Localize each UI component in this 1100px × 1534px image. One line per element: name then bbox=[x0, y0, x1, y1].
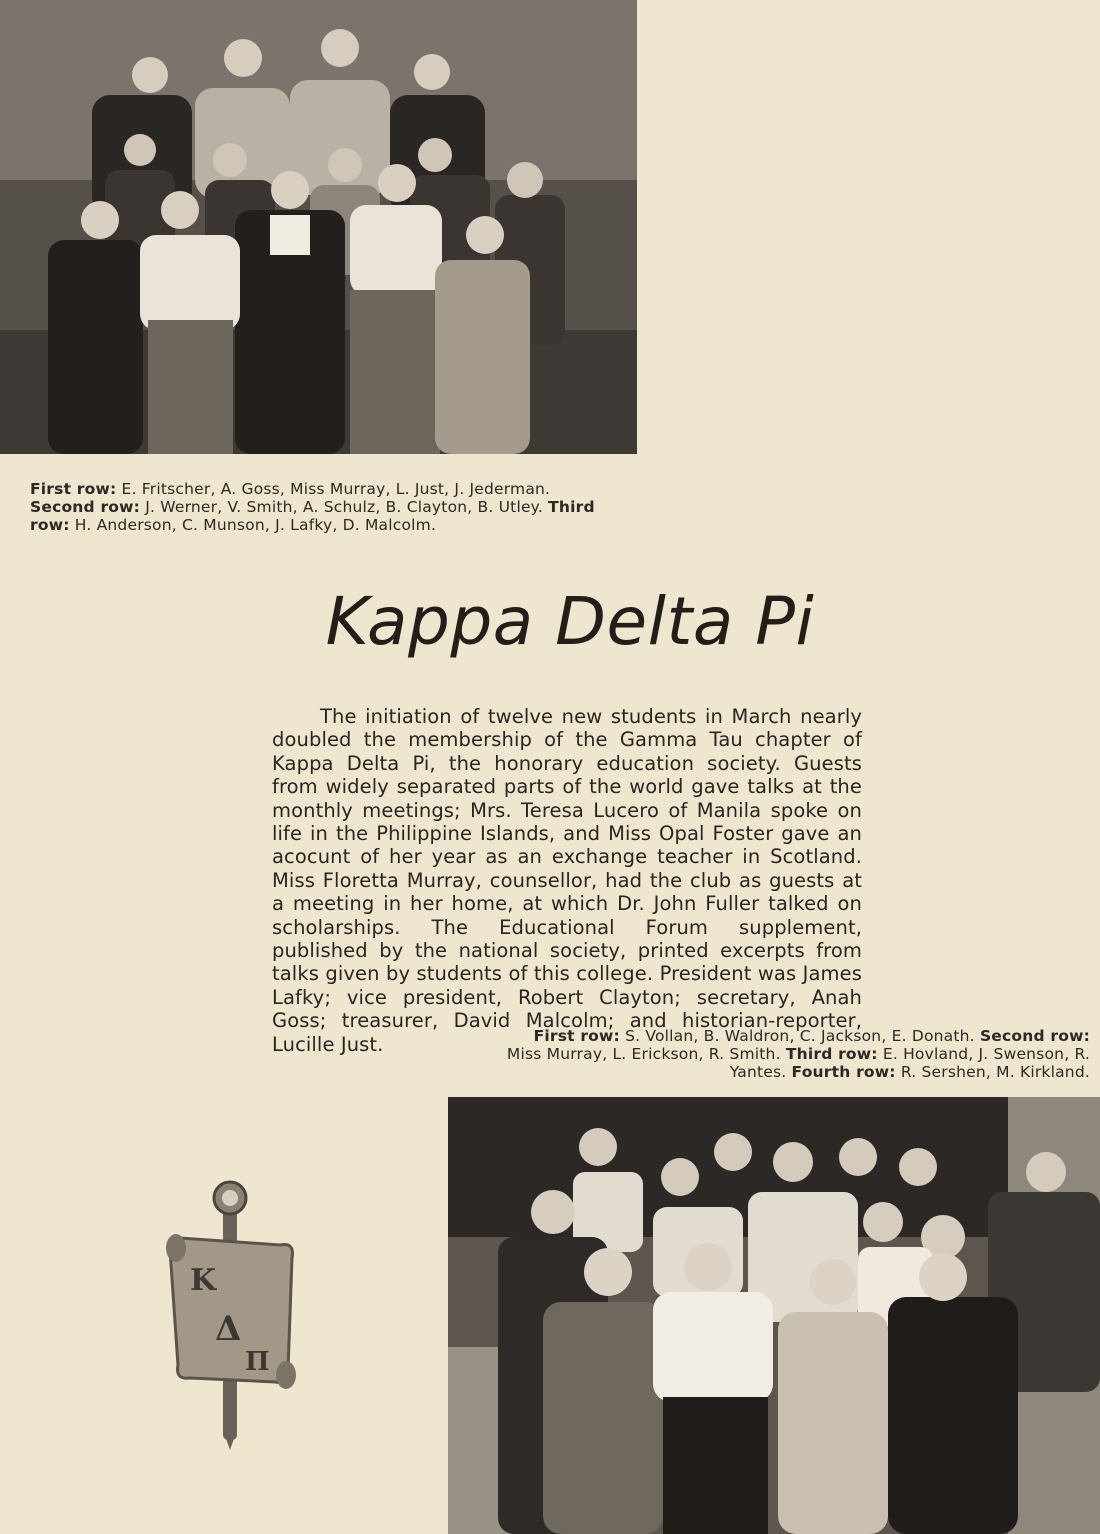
caption-bottom-row1-label: First row: bbox=[533, 1027, 620, 1045]
article-paragraph: The initiation of twelve new students in March nearly doubled the membership of the Gamma Tau chapter of Kappa Delta Pi, the honorary education society. Guests from widely separated parts of the world gave talks at the monthly meetings; Mrs. Teresa Lucero of Manila spoke on life in the Philippine Islands, and Miss Opal Foster gave an acocunt of her year as an exchange teacher in Scotland. Miss Floretta Murray, counsellor, had the club as guests at a meeting in her home, at which Dr. John Fuller talked on scholarships. The Educational Forum supplement, published by the national society, printed excerpts from talks given by students of this college. President was James Lafky; vice president, Robert Clayton; secretary, Anah Goss; treasurer, David Malcolm; and historian-reporter, Lucille Just. bbox=[272, 705, 862, 1056]
pin-image bbox=[160, 1180, 310, 1450]
group-photo-top-image bbox=[0, 0, 637, 454]
caption-bottom-row1-names: S. Vollan, B. Waldron, C. Jackson, E. Donath. bbox=[619, 1027, 980, 1045]
pin-letter-kappa: Κ bbox=[190, 1263, 217, 1298]
caption-top-row1-names: E. Fritscher, A. Goss, Miss Murray, L. Just, J. Jederman. bbox=[116, 480, 551, 498]
caption-bottom-row4-label: Fourth row: bbox=[791, 1063, 896, 1081]
caption-bottom-row2-names: Miss Murray, L. Erickson, R. Smith. bbox=[506, 1045, 786, 1063]
caption-bottom-row4-names: R. Sershen, M. Kirkland. bbox=[895, 1063, 1090, 1081]
caption-top-row3-names: H. Anderson, C. Munson, J. Lafky, D. Malcolm. bbox=[69, 516, 437, 534]
caption-top-row3-label: Third row: bbox=[30, 498, 595, 534]
pin-letter-delta: Δ bbox=[215, 1309, 242, 1349]
caption-top-row2-names: J. Werner, V. Smith, A. Schulz, B. Clayton, B. Utley. bbox=[140, 498, 549, 516]
caption-bottom-row2-label: Second row: bbox=[979, 1027, 1090, 1045]
group-photo-bottom-image bbox=[448, 1097, 1100, 1534]
group-photo-top bbox=[0, 0, 637, 454]
article-body bbox=[272, 705, 862, 1056]
caption-bottom bbox=[494, 1027, 1090, 1081]
kappa-delta-pi-pin-icon bbox=[160, 1180, 310, 1450]
caption-top-row1-label: First row: bbox=[30, 480, 117, 498]
caption-bottom-row3-label: Third row: bbox=[785, 1045, 878, 1063]
page-title: Kappa Delta Pi bbox=[325, 583, 815, 660]
caption-top-row2-label: Second row: bbox=[30, 498, 141, 516]
caption-bottom-row3-names: E. Hovland, J. Swenson, R. Yantes. bbox=[729, 1045, 1090, 1081]
group-photo-bottom bbox=[448, 1097, 1100, 1534]
pin-letter-pi: Π bbox=[245, 1347, 270, 1377]
caption-top bbox=[30, 480, 610, 534]
